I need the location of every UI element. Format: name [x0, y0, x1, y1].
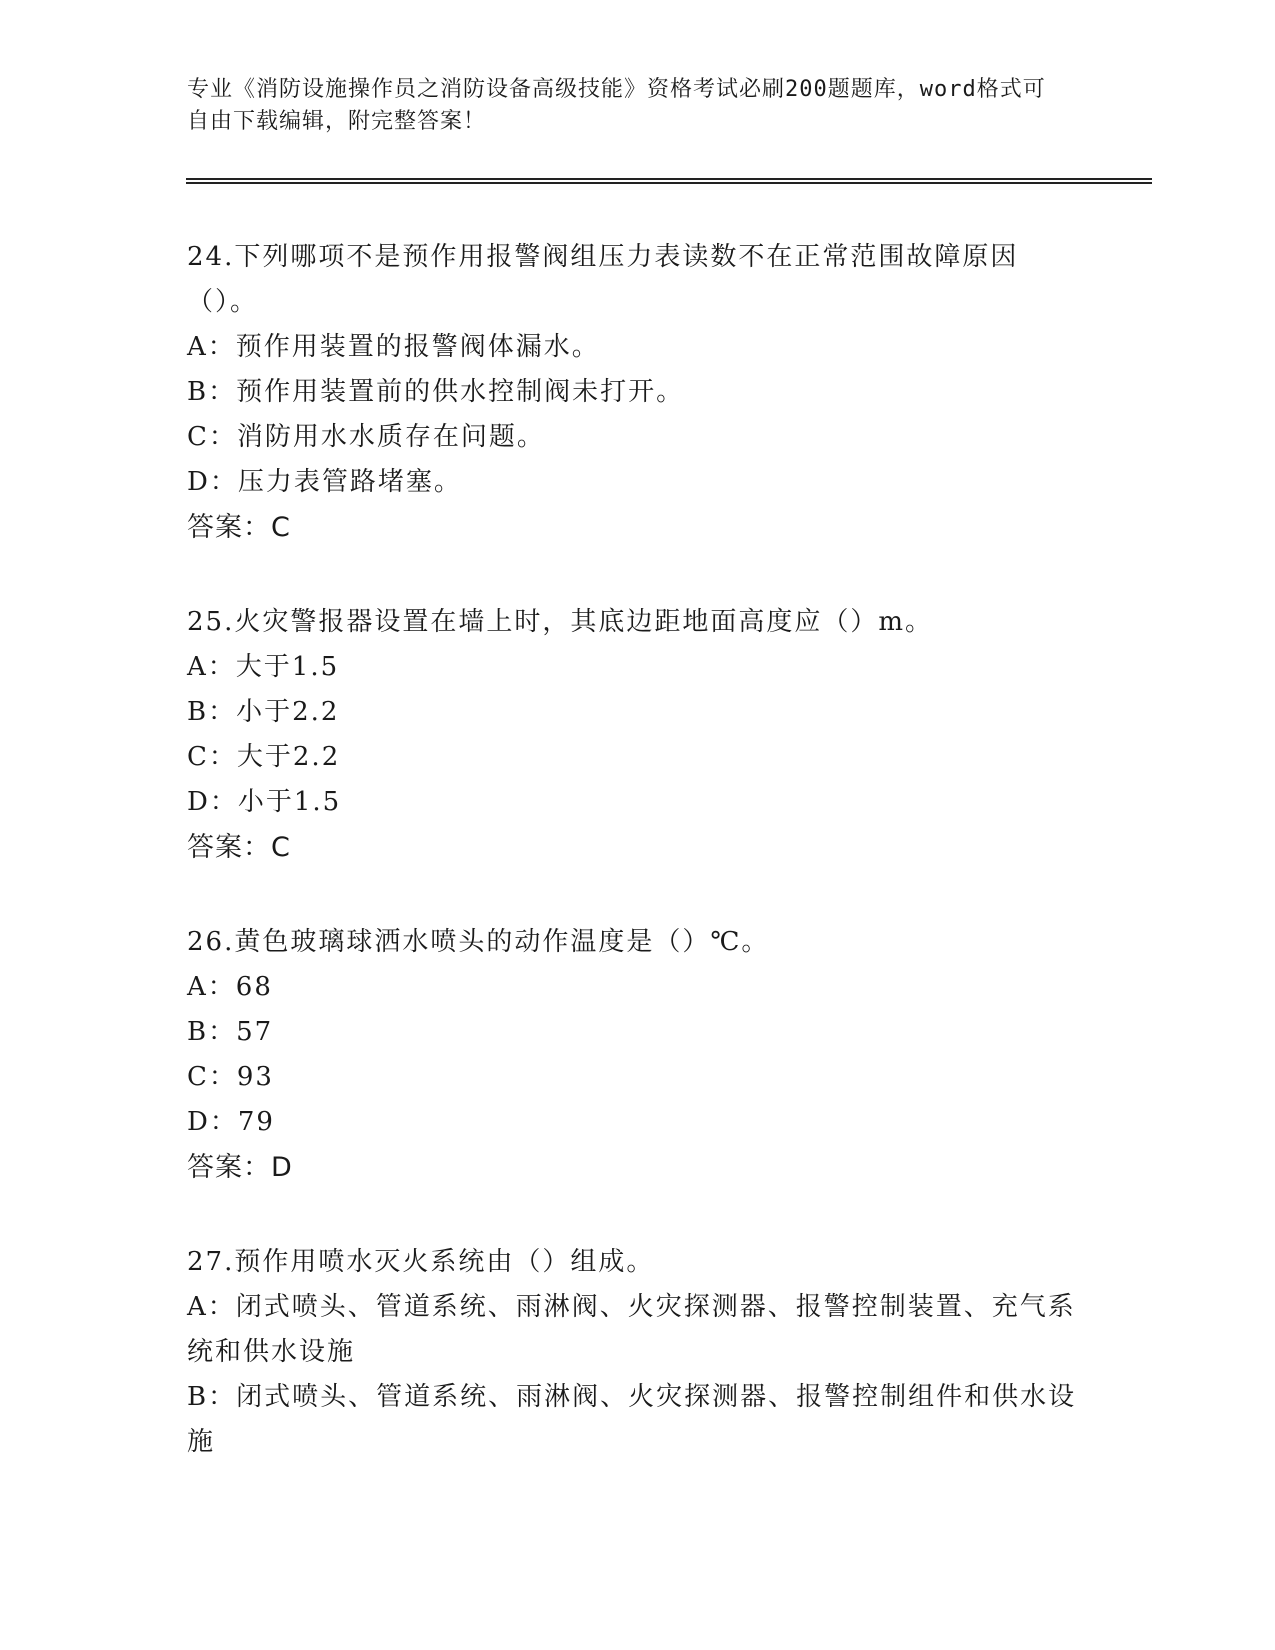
option-c: C：大于2.2: [187, 742, 341, 772]
question-25: [187, 600, 1077, 870]
question-stem: 26.黄色玻璃球洒水喷头的动作温度是（）℃。: [187, 927, 770, 957]
option-b: B：预作用装置前的供水控制阀未打开。: [187, 377, 685, 407]
question-26: [187, 920, 1077, 1190]
option-d: D：压力表管路堵塞。: [187, 467, 462, 497]
question-27: [187, 1240, 1077, 1465]
question-24: [187, 235, 1077, 550]
answer-label: 答案：C: [187, 512, 291, 543]
question-stem: 27.预作用喷水灭火系统由（）组成。: [187, 1247, 655, 1277]
option-a: A：68: [187, 972, 273, 1002]
option-a: A：闭式喷头、管道系统、雨淋阀、火灾探测器、报警控制装置、充气系统和供水设施: [187, 1292, 1076, 1367]
header-divider: [186, 178, 1152, 184]
option-a: A：大于1.5: [187, 652, 340, 682]
option-b: B：57: [187, 1017, 274, 1047]
question-stem: 24.下列哪项不是预作用报警阀组压力表读数不在正常范围故障原因（）。: [187, 242, 1019, 317]
option-d: D：79: [187, 1107, 275, 1137]
option-b: B：闭式喷头、管道系统、雨淋阀、火灾探测器、报警控制组件和供水设施: [187, 1382, 1077, 1457]
option-c: C：93: [187, 1062, 274, 1092]
option-b: B：小于2.2: [187, 697, 340, 727]
answer-label: 答案：C: [187, 832, 291, 863]
question-stem: 25.火灾警报器设置在墙上时，其底边距地面高度应（）m。: [187, 607, 934, 637]
answer-label: 答案：D: [187, 1152, 293, 1183]
document-intro: 专业《消防设施操作员之消防设备高级技能》资格考试必刷200题题库，word格式可自由下载编辑，附完整答案！: [187, 77, 1046, 134]
option-c: C：消防用水水质存在问题。: [187, 422, 545, 452]
option-a: A：预作用装置的报警阀体漏水。: [187, 332, 600, 362]
option-d: D：小于1.5: [187, 787, 342, 817]
question-list: [187, 235, 1077, 1465]
